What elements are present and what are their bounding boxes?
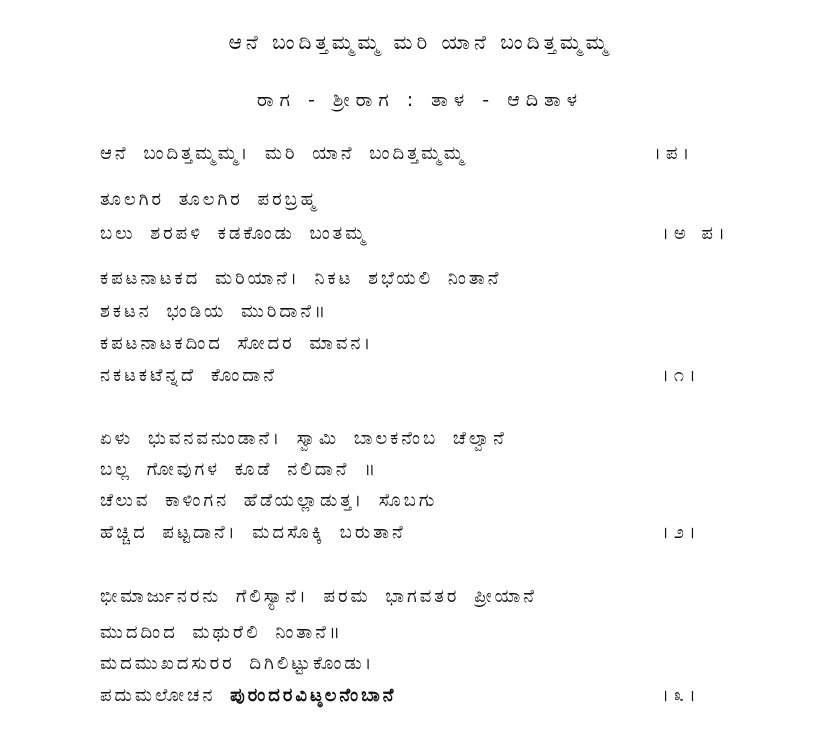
charana1-line-3: ಕಪಟನಾಟಕದಿಂದ ಸೋದರ ಮಾವನ। xyxy=(100,333,374,354)
anupallavi-line-2: ಬಲು ಶರಪಳಿ ಕಡಕೊಂಡು ಬಂತಮ್ಮ xyxy=(100,223,368,244)
mudrika-name: ಪುರಂದರವಿಟ್ಠಲನೆಂಬಾನೆ xyxy=(230,685,397,706)
song-title: ಆನೆ ಬಂದಿತ್ತಮ್ಮಮ್ಮ ಮರಿ ಯಾನೆ ಬಂದಿತ್ತಮ್ಮಮ್ಮ xyxy=(228,30,612,54)
raga-tala-line: ರಾಗ - ಶ್ರೀರಾಗ : ತಾಳ - ಆದಿತಾಳ xyxy=(256,89,584,111)
charana3-line-1: ಭೀಮಾರ್ಜುನರನು ಗೆಲಿಸ್ಯಾನೆ। ಪರಮ ಭಾಗವತರ ಪ್ರೀಯಾನೆ xyxy=(100,586,537,607)
charana1-line-1: ಕಪಟನಾಟಕದ ಮರಿಯಾನೆ। ನಿಕಟ ಶಭೆಯಲಿ ನಿಂತಾನೆ xyxy=(100,268,502,289)
charana2-line-3: ಚೆಲುವ ಕಾಳಿಂಗನ ಹೆಡೆಯಲ್ಲಾಡುತ್ತ। ಸೊಬಗು xyxy=(100,490,438,511)
pallavi-line: ಆನೆ ಬಂದಿತ್ತಮ್ಮಮ್ಮ। ಮರಿ ಯಾನೆ ಬಂದಿತ್ತಮ್ಮಮ್ಮ xyxy=(100,143,467,164)
charana2-marker: ।೨। xyxy=(662,522,701,543)
charana3-line-4 xyxy=(100,685,397,707)
charana1-marker: ।೧। xyxy=(662,365,701,386)
charana2-line-2: ಬಲ್ಲ ಗೋವುಗಳ ಕೂಡೆ ನಲಿದಾನೆ ॥ xyxy=(100,459,379,480)
charana1-line-2: ಶಕಟನ ಭಂಡಿಯ ಮುರಿದಾನೆ॥ xyxy=(100,301,329,322)
charana2-line-1: ಏಳು ಭುವನವನುಂಡಾನೆ। ಸ್ವಾಮಿ ಬಾಲಕನೆಂಬ ಚೆಲ್ವಾನೆ xyxy=(100,428,507,449)
anupallavi-marker: ।ಅ ಪ। xyxy=(662,223,730,244)
charana1-line-4: ನಕಟಕಟೆನ್ನದೆ ಕೊಂದಾನೆ xyxy=(100,365,277,386)
charana3-line-4-prefix: ಪದುಮಲೋಚನ xyxy=(100,685,216,706)
pallavi-marker: ।ಪ। xyxy=(654,143,695,164)
charana3-marker: ।೩। xyxy=(662,685,701,706)
charana3-line-2: ಮುದದಿಂದ ಮಥುರೆಲಿ ನಿಂತಾನೆ॥ xyxy=(100,622,343,643)
charana3-line-3: ಮದಮುಖದಸುರರ ದಿಗಿಲಿಟ್ಟುಕೊಂಡು। xyxy=(100,653,375,674)
anupallavi-line-1: ತೂಲಗಿರ ತೂಲಗಿರ ಪರಬ್ರಹ್ಮ xyxy=(100,189,319,210)
charana2-line-4: ಹೆಚ್ಚಿದ ಪಟ್ಟದಾನೆ। ಮದಸೊಕ್ಕಿ ಬರುತಾನೆ xyxy=(100,522,406,543)
